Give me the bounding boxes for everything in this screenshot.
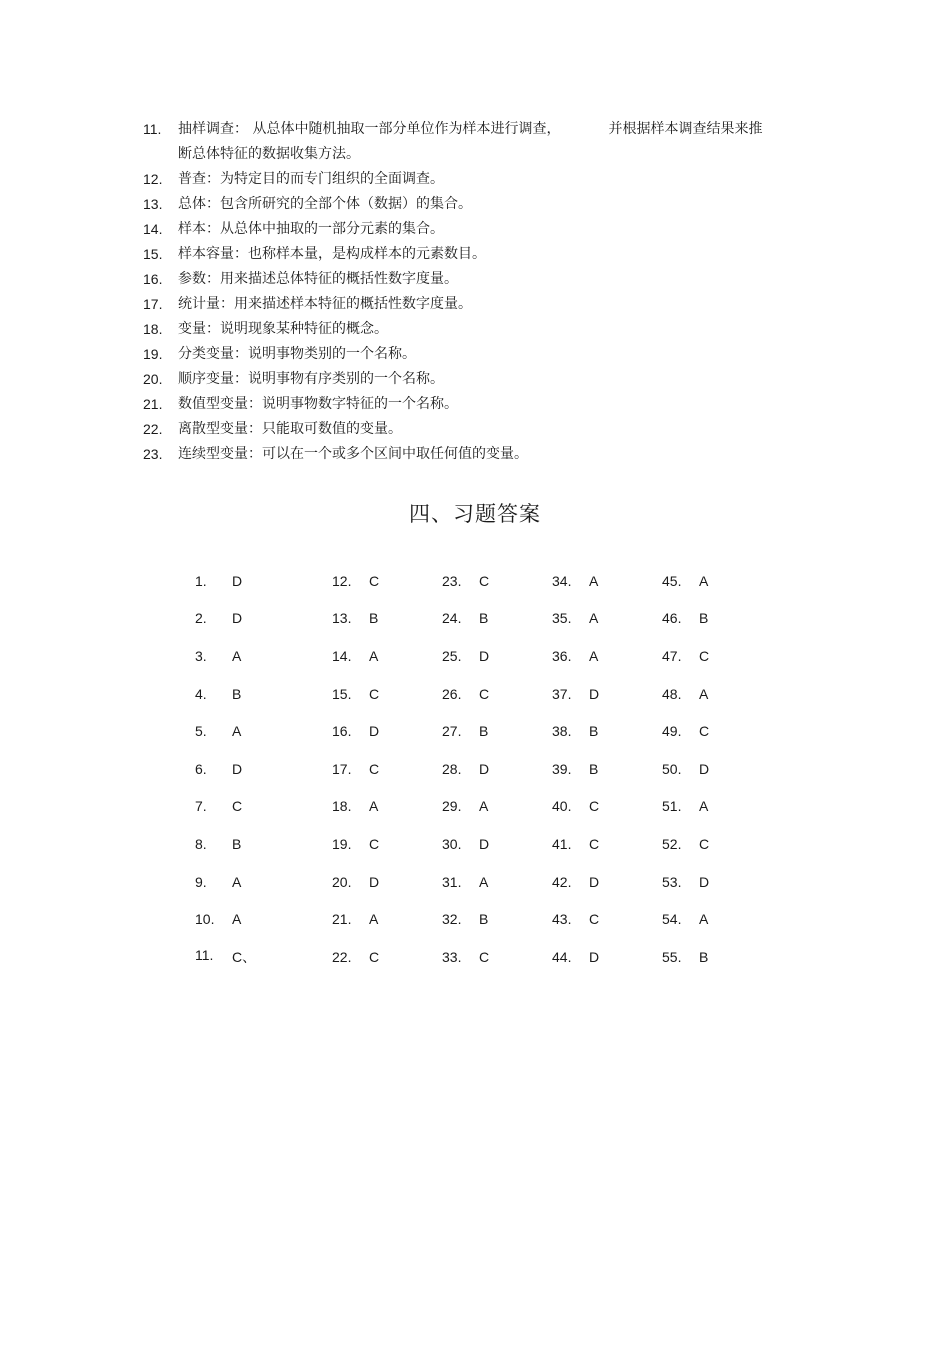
answer-number: 29. (442, 798, 462, 815)
answer-value: A (479, 873, 489, 890)
answer-item (332, 798, 442, 814)
definition-item (143, 117, 833, 167)
answer-number: 45. (662, 572, 682, 589)
answer-number: 34. (552, 572, 572, 589)
answer-item (442, 911, 552, 927)
answer-number: 19. (332, 835, 352, 852)
definition-number: 11. (143, 121, 162, 137)
definition-item (143, 217, 833, 242)
answer-number: 6. (195, 760, 207, 777)
answer-number: 39. (552, 760, 572, 777)
answer-value: D (589, 873, 600, 890)
answer-value: B (369, 610, 379, 627)
answer-item (442, 686, 552, 702)
answer-item (195, 610, 332, 626)
definition-text: 总体：包含所研究的全部个体（数据）的集合。 (178, 196, 472, 212)
answer-number: 44. (552, 948, 572, 965)
definition-text: 样本：从总体中抽取的一部分元素的集合。 (178, 221, 444, 237)
answer-item (662, 836, 762, 852)
answer-item (195, 836, 332, 852)
answer-value: C (699, 835, 710, 852)
answer-value: D (479, 760, 490, 777)
answer-value: A (589, 572, 599, 589)
answer-item (662, 723, 762, 739)
answer-value: A (232, 647, 242, 664)
answer-value: D (232, 572, 243, 589)
answer-number: 28. (442, 760, 462, 777)
answer-number: 52. (662, 835, 682, 852)
answer-item (552, 874, 662, 890)
definitions-list (143, 117, 833, 467)
answer-number: 49. (662, 723, 682, 740)
answer-value: D (479, 647, 490, 664)
answer-item (552, 836, 662, 852)
answer-item (442, 836, 552, 852)
answer-value: A (699, 911, 709, 928)
answer-value: D (369, 723, 380, 740)
answer-row (195, 825, 762, 863)
answer-value: B (232, 835, 242, 852)
answer-item (195, 573, 332, 589)
answer-number: 42. (552, 873, 572, 890)
answer-number: 46. (662, 610, 682, 627)
definition-text: 分类变量：说明事物类别的一个名称。 (178, 346, 416, 362)
definition-number: 14. (143, 221, 163, 237)
answer-value: C (232, 798, 243, 815)
answer-item (332, 610, 442, 626)
answer-number: 16. (332, 723, 352, 740)
answer-item (662, 573, 762, 589)
answer-number: 23. (442, 572, 462, 589)
definition-item (143, 392, 833, 417)
answer-number: 11. (195, 946, 214, 963)
answer-number: 37. (552, 685, 572, 702)
definition-item (143, 167, 833, 192)
answer-number: 35. (552, 610, 572, 627)
answer-item (332, 911, 442, 927)
definition-text: 顺序变量：说明事物有序类别的一个名称。 (178, 371, 444, 387)
answer-number: 22. (332, 948, 352, 965)
answer-number: 48. (662, 685, 682, 702)
answer-item (195, 723, 332, 739)
answer-row (195, 750, 762, 788)
answer-number: 40. (552, 798, 572, 815)
definition-text: 连续型变量：可以在一个或多个区间中取任何值的变量。 (178, 446, 528, 462)
answer-number: 15. (332, 685, 352, 702)
answer-value: C (479, 685, 490, 702)
answer-item (662, 949, 762, 965)
answer-item (442, 610, 552, 626)
answer-row (195, 938, 762, 976)
answer-value: C (369, 760, 380, 777)
answer-item (332, 573, 442, 589)
answer-value: D (232, 760, 243, 777)
definition-item (143, 367, 833, 392)
answer-value: D (699, 760, 710, 777)
definition-item (143, 192, 833, 217)
answer-item (195, 874, 332, 890)
answer-item (195, 648, 332, 664)
answer-value: B (589, 760, 599, 777)
definition-text: 统计量：用来描述样本特征的概括性数字度量。 (178, 296, 472, 312)
answer-number: 51. (662, 798, 682, 815)
answer-number: 24. (442, 610, 462, 627)
answer-value: C (369, 572, 380, 589)
definition-number: 13. (143, 196, 163, 212)
answer-item (332, 949, 442, 965)
answer-number: 8. (195, 835, 207, 852)
definition-number: 15. (143, 246, 163, 262)
definition-text: 参数：用来描述总体特征的概括性数字度量。 (178, 271, 458, 287)
answer-value: A (589, 647, 599, 664)
answer-value: C (479, 948, 490, 965)
answer-number: 5. (195, 723, 207, 740)
definition-text: 样本容量：也称样本量，是构成样本的元素数目。 (178, 246, 486, 262)
answer-value: C (589, 798, 600, 815)
answer-number: 55. (662, 948, 682, 965)
answer-value: A (232, 873, 242, 890)
answer-item (662, 798, 762, 814)
definition-number: 19. (143, 346, 163, 362)
answer-item (442, 798, 552, 814)
answer-item (442, 723, 552, 739)
definition-number: 16. (143, 271, 163, 287)
answer-row (195, 788, 762, 826)
answer-value: D (699, 873, 710, 890)
answer-value: C (369, 685, 380, 702)
answer-number: 14. (332, 647, 352, 664)
answer-value: A (369, 911, 379, 928)
answer-number: 1. (195, 572, 207, 589)
answer-value: A (699, 798, 709, 815)
answer-number: 41. (552, 835, 572, 852)
answer-item (662, 761, 762, 777)
answer-number: 13. (332, 610, 352, 627)
answer-item (442, 761, 552, 777)
answer-value: A (232, 911, 242, 928)
answer-value: A (699, 572, 709, 589)
answer-number: 47. (662, 647, 682, 664)
answer-item (662, 911, 762, 927)
answer-item (332, 723, 442, 739)
answer-row (195, 712, 762, 750)
answer-item (662, 610, 762, 626)
answer-number: 3. (195, 647, 207, 664)
answer-row (195, 900, 762, 938)
answer-number: 32. (442, 911, 462, 928)
answer-value: A (369, 647, 379, 664)
answer-value: B (479, 610, 489, 627)
definition-item (143, 442, 833, 467)
answer-row (195, 637, 762, 675)
answer-item (195, 947, 332, 967)
definition-text: 变量：说明现象某种特征的概念。 (178, 321, 388, 337)
answer-number: 18. (332, 798, 352, 815)
answer-item (552, 911, 662, 927)
definition-text: 普查：为特定目的而专门组织的全面调查。 (178, 171, 444, 187)
definition-number: 22. (143, 421, 163, 437)
answer-value: C (699, 723, 710, 740)
answer-number: 4. (195, 685, 207, 702)
definition-number: 20. (143, 371, 163, 387)
answer-item (442, 648, 552, 664)
definition-number: 18. (143, 321, 163, 337)
answer-number: 50. (662, 760, 682, 777)
answer-number: 38. (552, 723, 572, 740)
answer-number: 43. (552, 911, 572, 928)
answer-value: C (369, 835, 380, 852)
definition-text: 离散型变量：只能取可数值的变量。 (178, 421, 402, 437)
answer-value: A (232, 723, 242, 740)
definition-item (143, 267, 833, 292)
definition-text: 数值型变量：说明事物数字特征的一个名称。 (178, 396, 458, 412)
answer-item (332, 686, 442, 702)
answer-item (195, 911, 332, 927)
answer-row (195, 675, 762, 713)
answer-number: 21. (332, 911, 352, 928)
answer-number: 27. (442, 723, 462, 740)
answer-number: 33. (442, 948, 462, 965)
answer-item (195, 761, 332, 777)
answer-value: B (479, 911, 489, 928)
answer-number: 31. (442, 873, 462, 890)
answer-value: C (589, 835, 600, 852)
answer-item (552, 798, 662, 814)
answer-item (442, 949, 552, 965)
section-title: 四、习题答案 (409, 502, 541, 526)
answer-value: C、 (232, 948, 257, 965)
answer-number: 12. (332, 572, 352, 589)
answer-item (552, 949, 662, 965)
answer-value: B (589, 723, 599, 740)
answer-value: B (479, 723, 489, 740)
answer-number: 36. (552, 647, 572, 664)
definition-text: 断总体特征的数据收集方法。 (178, 146, 360, 162)
answer-number: 26. (442, 685, 462, 702)
answer-row (195, 600, 762, 638)
answer-value: D (589, 685, 600, 702)
answer-item (195, 686, 332, 702)
answer-item (662, 686, 762, 702)
answer-row (195, 863, 762, 901)
answer-item (442, 874, 552, 890)
answer-number: 54. (662, 911, 682, 928)
answer-item (442, 573, 552, 589)
answer-number: 30. (442, 835, 462, 852)
definition-item (143, 242, 833, 267)
answer-item (552, 648, 662, 664)
definition-number: 17. (143, 296, 163, 312)
answer-row (195, 562, 762, 600)
answer-item (552, 686, 662, 702)
answer-grid (195, 562, 762, 976)
answer-number: 20. (332, 873, 352, 890)
answer-value: A (589, 610, 599, 627)
definition-item (143, 342, 833, 367)
definition-text: 抽样调查： 从总体中随机抽取一部分单位作为样本进行调查， (178, 121, 561, 137)
answer-item (662, 648, 762, 664)
answer-item (332, 761, 442, 777)
answer-item (195, 798, 332, 814)
answer-value: A (369, 798, 379, 815)
definition-number: 12. (143, 171, 163, 187)
definition-item (143, 417, 833, 442)
answer-value: C (699, 647, 710, 664)
answer-value: B (699, 610, 709, 627)
definition-item (143, 317, 833, 342)
answer-item (332, 874, 442, 890)
answer-item (552, 573, 662, 589)
answer-value: D (479, 835, 490, 852)
answer-number: 10. (195, 911, 215, 928)
answer-number: 7. (195, 798, 207, 815)
answer-value: C (479, 572, 490, 589)
answer-value: B (699, 948, 709, 965)
answer-item (332, 648, 442, 664)
answer-value: D (369, 873, 380, 890)
answer-number: 17. (332, 760, 352, 777)
answer-item (332, 836, 442, 852)
answer-number: 2. (195, 610, 207, 627)
answer-number: 9. (195, 873, 207, 890)
answer-number: 53. (662, 873, 682, 890)
answer-item (552, 723, 662, 739)
answer-value: D (232, 610, 243, 627)
answer-value: A (699, 685, 709, 702)
answer-item (552, 610, 662, 626)
answer-item (552, 761, 662, 777)
definition-number: 21. (143, 396, 163, 412)
definition-item (143, 292, 833, 317)
definition-text: 并根据样本调查结果来推 (608, 121, 763, 137)
answer-value: A (479, 798, 489, 815)
answer-value: C (589, 911, 600, 928)
definition-number: 23. (143, 446, 163, 462)
answer-value: C (369, 948, 380, 965)
answer-item (662, 874, 762, 890)
answer-value: B (232, 685, 242, 702)
answer-value: D (589, 948, 600, 965)
answer-number: 25. (442, 647, 462, 664)
